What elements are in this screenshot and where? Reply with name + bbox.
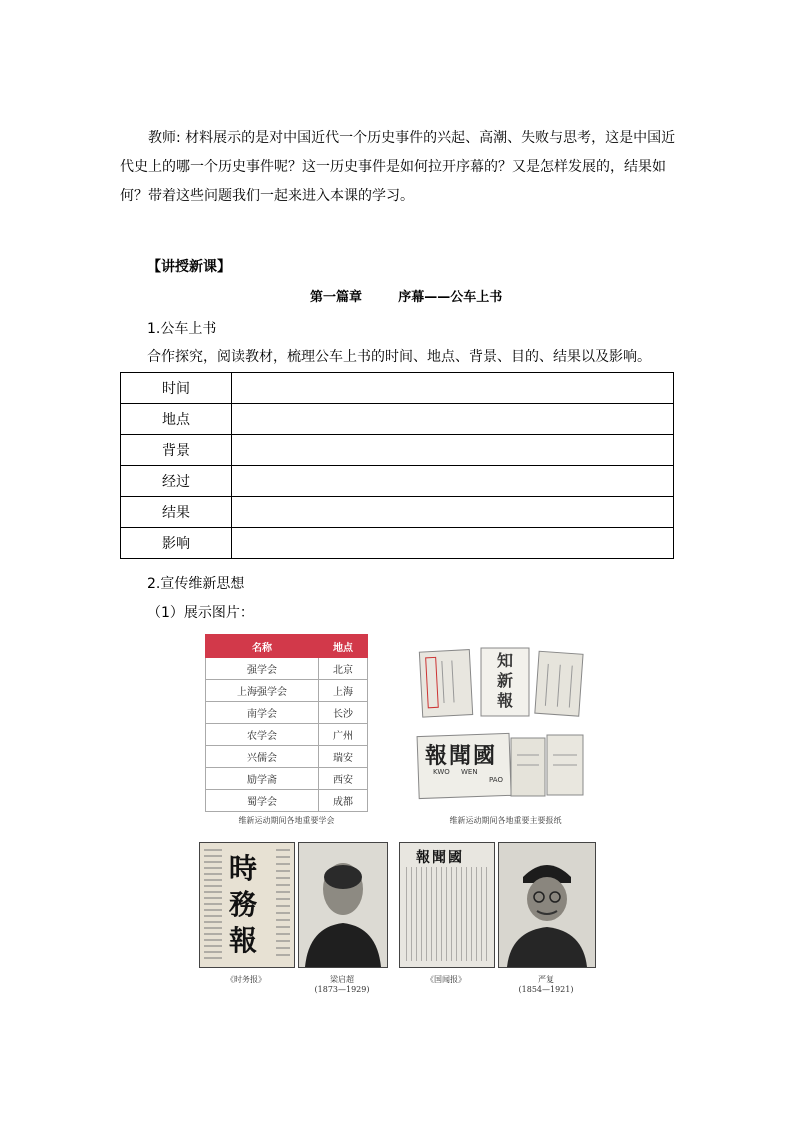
chapter-title: 第一篇章 序幕——公车上书 (310, 290, 503, 305)
guowen-masthead: 報聞國 (425, 743, 498, 769)
table-row (206, 768, 368, 790)
row-label: 经过 (121, 466, 232, 497)
yanfu-caption: 严复 (538, 975, 554, 984)
table-row (121, 373, 674, 404)
society-name: 南学会 (206, 702, 319, 724)
table-row (206, 680, 368, 702)
table-row (121, 404, 674, 435)
societies-caption: 维新运动期间各地重要学会 (238, 816, 335, 825)
table-row (121, 435, 674, 466)
newspapers-caption: 维新运动期间各地重要主要报纸 (449, 816, 562, 825)
society-place: 西安 (318, 768, 367, 790)
society-name: 强学会 (206, 658, 319, 680)
society-place: 上海 (318, 680, 367, 702)
row-label: 背景 (121, 435, 232, 466)
society-place: 成都 (318, 790, 367, 812)
societies-table (205, 634, 368, 812)
intro-line-2: 代史上的哪一个历史事件呢？这一历史事件是如何拉开序幕的？又是怎样发展的，结果如 (120, 159, 666, 175)
answer-cell[interactable] (232, 373, 674, 404)
answer-cell[interactable] (232, 435, 674, 466)
item1-title: 1.公车上书 (147, 321, 217, 337)
item2-title: 2.宣传维新思想 (147, 576, 245, 592)
yanfu-years: (1854—1921) (518, 985, 574, 994)
society-place: 瑞安 (318, 746, 367, 768)
yan-fu-photo (498, 842, 596, 968)
society-place: 北京 (318, 658, 367, 680)
portrait-silhouette (299, 843, 387, 967)
row-label: 地点 (121, 404, 232, 435)
liang-caption: 梁启超 (330, 975, 354, 984)
intro-line-3: 何？带着这些问题我们一起来进入本课的学习。 (120, 188, 414, 204)
pao-text: PAO (489, 776, 503, 784)
shiwubao-title: 時務報 (228, 852, 257, 957)
table-row (206, 724, 368, 746)
row-label: 结果 (121, 497, 232, 528)
kwo-text: KWO (433, 768, 450, 776)
zhixin-masthead: 知新報 (497, 651, 514, 710)
shiwubao-image (199, 842, 295, 968)
row-label: 影响 (121, 528, 232, 559)
guowenbao-masthead: 報聞國 (416, 850, 464, 866)
wen-text: WEN (461, 768, 478, 776)
societies-header-place: 地点 (318, 635, 367, 658)
society-place: 长沙 (318, 702, 367, 724)
liang-qichao-photo (298, 842, 388, 968)
row-label: 时间 (121, 373, 232, 404)
table-row (206, 702, 368, 724)
intro-paragraph (120, 124, 680, 211)
item2-sub: （1）展示图片： (147, 605, 254, 621)
guowenbao-caption: 《国闻报》 (426, 975, 466, 984)
portrait-silhouette (499, 843, 595, 967)
intro-line-1: 教师: 材料展示的是对中国近代一个历史事件的兴起、高潮、失败与思考，这是中国近 (148, 130, 676, 146)
society-name: 蜀学会 (206, 790, 319, 812)
event-table (120, 372, 674, 559)
table-row (206, 658, 368, 680)
guowenbao-image (399, 842, 495, 968)
shiwubao-caption: 《时务报》 (226, 975, 266, 984)
society-name: 农学会 (206, 724, 319, 746)
society-name: 上海强学会 (206, 680, 319, 702)
section-heading: 【讲授新课】 (147, 259, 231, 275)
table-row (121, 497, 674, 528)
societies-header-name: 名称 (206, 635, 319, 658)
answer-cell[interactable] (232, 466, 674, 497)
liang-years: (1873—1929) (314, 985, 370, 994)
table-row (121, 528, 674, 559)
item1-instruction: 合作探究，阅读教材，梳理公车上书的时间、地点、背景、目的、结果以及影响。 (147, 349, 651, 365)
society-name: 励学斋 (206, 768, 319, 790)
table-row (206, 746, 368, 768)
answer-cell[interactable] (232, 404, 674, 435)
newspapers-image (413, 643, 585, 803)
table-row (206, 790, 368, 812)
answer-cell[interactable] (232, 497, 674, 528)
society-place: 广州 (318, 724, 367, 746)
society-name: 兴儒会 (206, 746, 319, 768)
table-row (121, 466, 674, 497)
answer-cell[interactable] (232, 528, 674, 559)
